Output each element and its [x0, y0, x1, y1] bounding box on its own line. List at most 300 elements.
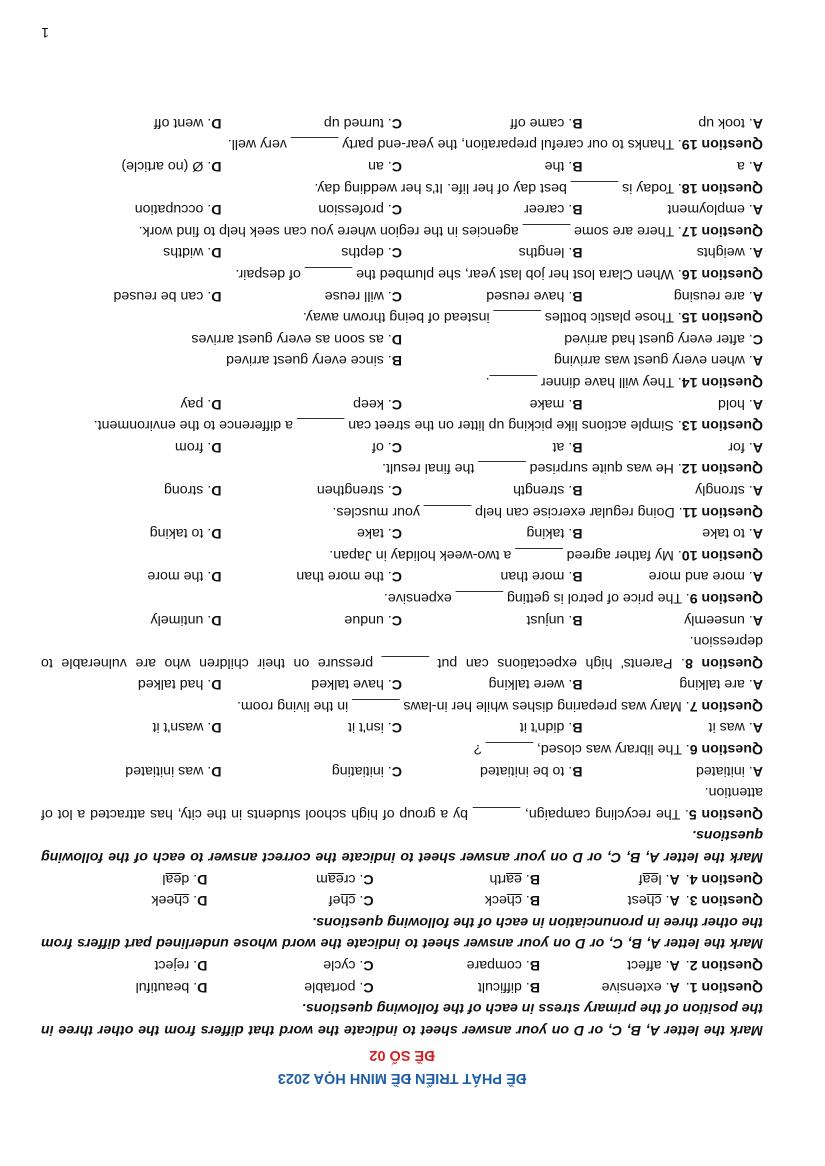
option-d: D. pay: [180, 395, 222, 412]
option-text: take: [357, 525, 384, 542]
option-text: difficult: [477, 978, 522, 995]
option-letter: C: [391, 525, 402, 542]
question-label: Question 14: [681, 374, 763, 390]
question-stem: [41, 586, 763, 608]
question-stem: [41, 306, 763, 328]
option-letter: A: [752, 481, 763, 498]
option-text: to take: [702, 525, 745, 542]
option-letter: A: [752, 158, 763, 175]
option-row: [41, 522, 763, 544]
option-letter: C: [391, 676, 402, 693]
option-c: C. take: [357, 525, 402, 542]
question-text: .: [685, 870, 690, 887]
option-a: A. to take: [702, 525, 763, 542]
option-text: didn't it: [519, 719, 565, 736]
option-b: B. came off: [510, 114, 583, 131]
option-d: D. wasn't it: [152, 719, 222, 736]
option-letter: C: [363, 957, 374, 974]
option-text: was initiated: [125, 762, 204, 779]
option-letter: B: [572, 611, 583, 628]
option-letter: C: [391, 244, 402, 261]
option-c: C. cream: [316, 870, 374, 887]
option-letter: A: [669, 978, 680, 995]
underlined-part: ch: [506, 892, 522, 909]
question-text: .: [685, 957, 690, 974]
option-row: [41, 759, 763, 781]
option-text: career: [524, 201, 565, 218]
option-text: have talked: [311, 676, 384, 693]
option-c: C. portable: [304, 978, 374, 995]
option-letter: D: [211, 158, 222, 175]
option-b: B. the: [544, 158, 583, 175]
option-c: C. strengthen: [316, 481, 402, 498]
option-letter: C: [363, 978, 374, 995]
option-b: B. difficult: [477, 978, 540, 995]
option-row: [41, 565, 763, 587]
option-letter: C: [391, 201, 402, 218]
option-letter: B: [572, 158, 583, 175]
option-text: have reused: [486, 287, 565, 304]
option-letter: D: [197, 978, 208, 995]
option-text: reject: [154, 957, 190, 974]
option-c: C. will reuse: [324, 287, 402, 304]
option-text: strength: [513, 481, 565, 498]
exam-subtitle: ĐỀ SỐ 02: [369, 1047, 435, 1064]
option-letter: A: [752, 568, 763, 585]
option-letter: B: [572, 287, 583, 304]
option-letter: A: [752, 676, 763, 693]
option-letter: D: [211, 676, 222, 693]
option-text: from: [174, 438, 204, 455]
option-c: C. initiating: [331, 762, 402, 779]
option-text: unseemly: [684, 611, 745, 628]
underlined-part: ch: [174, 892, 190, 909]
option-d: D. strong: [163, 481, 222, 498]
option-text: occupation: [134, 201, 204, 218]
option-text: profession: [318, 201, 384, 218]
question-label: Question 13: [681, 417, 763, 434]
option-letter: B: [572, 525, 583, 542]
option-a: A. took up: [698, 114, 763, 131]
option-row: [41, 327, 763, 370]
question-text: . Thanks to our careful preparation, the year-end party ______ very well.: [227, 136, 682, 153]
question-text: . The price of petrol is getting ______ expensive.: [383, 589, 690, 606]
option-text: employment: [667, 201, 745, 218]
option-letter: D: [197, 892, 208, 909]
question-stem: [41, 889, 763, 911]
option-text: to taking: [149, 525, 204, 542]
option-text: lengths: [518, 244, 565, 261]
question-text: . The recycling campaign, ______ by a group of high school students in the city, has attracted a lot of attention.: [41, 784, 763, 822]
page-number: 1: [41, 25, 49, 41]
question-text: . Those plastic bottles ______ instead of being thrown away.: [302, 309, 682, 326]
question-text: .: [685, 892, 690, 909]
option-row: [41, 435, 763, 457]
option-letter: B: [572, 114, 583, 131]
question-stem: [41, 262, 763, 284]
question-stem: [41, 543, 763, 565]
question-text: . There are some ______ agencies in the region where you can seek help to find work.: [138, 222, 682, 239]
question-label: Question 5: [688, 805, 763, 822]
question-stem: [41, 457, 763, 479]
option-text: was it: [708, 719, 745, 736]
option-b: B. didn't it: [519, 719, 583, 736]
option-text: weights: [696, 244, 745, 261]
option-text-part: rth: [489, 870, 507, 887]
option-letter: B: [572, 438, 583, 455]
option-d: D. cheek: [151, 892, 208, 909]
option-row: [41, 241, 763, 263]
option-d: D. had talked: [137, 676, 222, 693]
question-label: Question 15: [681, 309, 763, 326]
option-text: extensive: [601, 978, 662, 995]
option-text: more than: [500, 568, 565, 585]
option-c: C. keep: [353, 395, 402, 412]
question-label: Question 12: [681, 460, 763, 477]
option-b: B. were talking: [488, 676, 583, 693]
section-instruction: Mark the letter A, B, C, or D on your answer sheet to indicate the correct answer to each of the following questions.: [41, 827, 763, 866]
option-c: C. chef: [328, 892, 374, 909]
option-letter: B: [529, 957, 540, 974]
question-text: . My father agreed ______ a two-week holiday in Japan.: [329, 546, 682, 563]
option-text: strengthen: [316, 481, 384, 498]
option-text: to be initiated: [479, 762, 565, 779]
option-text: more and more: [648, 568, 745, 585]
option-letter: B: [529, 892, 540, 909]
option-a: A. hold: [718, 395, 763, 412]
question-label: Question 10: [681, 546, 763, 563]
question-stem: [41, 781, 763, 824]
option-text-part: l: [162, 870, 166, 887]
option-row: [41, 111, 763, 133]
option-text: depths: [341, 244, 384, 261]
option-a: A. strongly: [695, 481, 763, 498]
question-text: . When Clara lost her job last year, she plumbed the ______ of despair.: [235, 266, 682, 283]
option-text: when every guest was arriving: [554, 352, 745, 369]
option-row: [41, 154, 763, 176]
option-c: C. undue: [344, 611, 402, 628]
option-letter: D: [211, 525, 222, 542]
option-b: B. earth: [489, 870, 540, 887]
option-b: B. more than: [500, 568, 583, 585]
option-d: D. went off: [153, 114, 222, 131]
option-letter: A: [752, 114, 763, 131]
option-c: C. the more than: [296, 568, 402, 585]
option-text: were talking: [488, 676, 565, 693]
option-d: D. widths: [163, 244, 222, 261]
option-b: B. unjust: [526, 611, 583, 628]
option-letter: D: [211, 438, 222, 455]
option-text: the more: [147, 568, 204, 585]
option-letter: D: [211, 244, 222, 261]
option-a: A. chest: [627, 892, 680, 909]
option-text: cycle: [323, 957, 356, 974]
option-c: C. turned up: [323, 114, 402, 131]
option-b: B. check: [484, 892, 540, 909]
option-text: will reuse: [324, 287, 384, 304]
option-text: the more than: [296, 568, 384, 585]
option-text: hold: [718, 395, 745, 412]
option-letter: C: [391, 158, 402, 175]
option-letter: B: [572, 244, 583, 261]
question-label: Question 8: [685, 654, 763, 671]
option-text: undue: [344, 611, 384, 628]
option-b: B. at: [552, 438, 583, 455]
option-c: C. isn't it: [348, 719, 402, 736]
option-c: C. have talked: [311, 676, 402, 693]
option-letter: C: [391, 762, 402, 779]
question-stem: [41, 694, 763, 716]
question-text: . Mary was preparing dishes while her in-laws ______ in the living room.: [237, 697, 690, 714]
option-letter: A: [752, 395, 763, 412]
section-instruction: Mark the letter A, B, C, or D on your answer sheet to indicate the word whose underlined part differs from the other three in pronunciation in each of the following questions.: [41, 913, 763, 952]
option-b: B. since every guest arrived: [226, 352, 402, 369]
option-letter: C: [391, 287, 402, 304]
option-d: D. untimely: [150, 611, 222, 628]
question-text: . Today is ______ best day of her life. It's her wedding day.: [314, 179, 682, 196]
option-letter: A: [752, 525, 763, 542]
option-a: A. more and more: [648, 568, 763, 585]
question-label: Question 11: [682, 503, 763, 520]
option-text: turned up: [323, 114, 384, 131]
question-stem: [41, 630, 763, 673]
option-text-part: f: [638, 870, 643, 887]
option-letter: B: [572, 676, 583, 693]
option-text: untimely: [150, 611, 204, 628]
question-stem: [41, 953, 763, 975]
option-letter: B: [572, 719, 583, 736]
question-label: Question 18: [681, 179, 763, 196]
option-b: B. lengths: [518, 244, 583, 261]
question-text: . He was quite surprised ______ the final result.: [382, 460, 682, 477]
option-text: widths: [163, 244, 204, 261]
option-text: came off: [510, 114, 565, 131]
option-c: C. an: [368, 158, 402, 175]
option-text: had talked: [137, 676, 204, 693]
option-a: A. affect: [627, 957, 680, 974]
option-a: A. for: [728, 438, 763, 455]
option-d: D. was initiated: [125, 762, 222, 779]
option-a: A. was it: [708, 719, 763, 736]
option-letter: A: [752, 244, 763, 261]
option-c: C. of: [372, 438, 402, 455]
option-a: A. when every guest was arriving: [554, 352, 763, 369]
option-letter: C: [363, 870, 374, 887]
option-letter: D: [211, 762, 222, 779]
option-letter: A: [669, 870, 680, 887]
option-a: A. are reusing: [673, 287, 763, 304]
exam-content: [41, 111, 763, 1088]
option-b: B. have reused: [486, 287, 583, 304]
option-letter: A: [752, 762, 763, 779]
question-label: Question 16: [681, 266, 763, 283]
section-instruction: Mark the letter A, B, C, or D on your answer sheet to indicate the word that differs from the other three in the position of the primary stress in each of the following questions.: [41, 1000, 763, 1038]
option-d: D. reject: [154, 957, 208, 974]
option-letter: D: [211, 611, 222, 628]
option-text: initiated: [695, 762, 745, 779]
option-text: took up: [698, 114, 745, 131]
option-letter: A: [752, 438, 763, 455]
option-letter: D: [197, 870, 208, 887]
option-text: Ø (no article): [121, 158, 204, 175]
option-text: are talking: [679, 676, 745, 693]
option-d: D. Ø (no article): [121, 158, 222, 175]
option-letter: B: [391, 352, 402, 369]
option-text: affect: [627, 957, 662, 974]
option-c: C. profession: [318, 201, 402, 218]
option-c: C. cycle: [323, 957, 374, 974]
option-letter: A: [752, 719, 763, 736]
question-text: .: [685, 978, 690, 995]
question-label: Question 17: [681, 222, 763, 239]
option-text: the: [544, 158, 565, 175]
option-text-part: eek: [151, 892, 175, 909]
option-row: [41, 673, 763, 695]
question-stem: [41, 867, 763, 889]
option-letter: C: [752, 330, 763, 347]
option-d: D. as soon as every guest arrives: [191, 330, 402, 347]
option-letter: D: [211, 568, 222, 585]
option-a: A. are talking: [679, 676, 763, 693]
option-d: D. can be reused: [113, 287, 222, 304]
option-a: A. a: [736, 158, 763, 175]
option-letter: C: [391, 611, 402, 628]
option-letter: A: [752, 352, 763, 369]
option-d: D. beautiful: [135, 978, 208, 995]
option-b: B. make: [529, 395, 583, 412]
option-letter: A: [752, 201, 763, 218]
option-letter: C: [391, 719, 402, 736]
option-row: [41, 284, 763, 306]
option-text: pay: [180, 395, 204, 412]
option-letter: A: [752, 611, 763, 628]
option-letter: B: [529, 978, 540, 995]
option-letter: C: [363, 892, 374, 909]
option-d: D. to taking: [149, 525, 222, 542]
question-stem: [41, 176, 763, 198]
option-text-part: l: [658, 870, 662, 887]
question-label: Question 1: [689, 978, 763, 995]
option-letter: D: [391, 330, 402, 347]
question-label: Question 2: [689, 957, 763, 974]
option-text: initiating: [331, 762, 384, 779]
underlined-part: ch: [646, 892, 662, 909]
option-letter: D: [211, 287, 222, 304]
option-letter: D: [211, 719, 222, 736]
option-letter: C: [391, 438, 402, 455]
option-letter: C: [391, 114, 402, 131]
option-letter: A: [669, 957, 680, 974]
option-text: beautiful: [135, 978, 190, 995]
option-row: [41, 198, 763, 220]
underlined-part: ea: [506, 870, 522, 887]
option-b: B. career: [524, 201, 583, 218]
option-letter: B: [572, 568, 583, 585]
question-text: . Parents' high expectations can put ______ pressure on their children who are vulnerable to depression.: [41, 633, 763, 671]
option-letter: D: [211, 481, 222, 498]
question-label: Question 19: [681, 136, 763, 153]
option-letter: D: [197, 957, 208, 974]
option-text: an: [368, 158, 384, 175]
question-stem: [41, 414, 763, 436]
option-letter: B: [572, 395, 583, 412]
option-b: B. strength: [513, 481, 583, 498]
question-stem: [41, 370, 763, 392]
option-text: since every guest arrived: [226, 352, 384, 369]
option-c: C. depths: [341, 244, 402, 261]
option-a: A. weights: [696, 244, 763, 261]
option-text-part: cr: [343, 870, 356, 887]
option-a: A. initiated: [695, 762, 763, 779]
option-row: [41, 392, 763, 414]
option-text: strongly: [695, 481, 745, 498]
option-letter: D: [211, 201, 222, 218]
option-text-part: eck: [484, 892, 507, 909]
option-b: B. compare: [466, 957, 540, 974]
option-letter: C: [391, 481, 402, 498]
question-stem: [41, 500, 763, 522]
option-c: C. after every guest had arrived: [564, 330, 763, 347]
option-letter: D: [211, 114, 222, 131]
option-text-part: d: [181, 870, 190, 887]
option-text: a: [736, 158, 745, 175]
option-letter: C: [391, 395, 402, 412]
option-letter: B: [572, 762, 583, 779]
option-d: D. deal: [162, 870, 208, 887]
question-label: Question 7: [689, 697, 763, 714]
question-stem: [41, 738, 763, 760]
question-text: . Doing regular exercise can help ______ your muscles.: [332, 503, 683, 520]
option-row: [41, 716, 763, 738]
option-text-part: est: [627, 892, 647, 909]
option-letter: C: [391, 568, 402, 585]
question-label: Question 9: [689, 589, 763, 606]
underlined-part: ea: [642, 870, 659, 887]
option-letter: B: [529, 870, 540, 887]
option-text: strong: [163, 481, 204, 498]
option-letter: A: [669, 892, 680, 909]
option-text: make: [529, 395, 565, 412]
underlined-part: ea: [327, 870, 344, 887]
option-text: keep: [353, 395, 384, 412]
option-d: D. the more: [147, 568, 222, 585]
question-stem: [41, 133, 763, 155]
option-text-part: m: [316, 870, 328, 887]
option-letter: B: [572, 481, 583, 498]
option-text: after every guest had arrived: [564, 330, 745, 347]
underlined-part: ea: [165, 870, 182, 887]
option-letter: D: [211, 395, 222, 412]
option-a: A. leaf: [638, 870, 680, 887]
option-text: can be reused: [113, 287, 204, 304]
question-text: . They will have dinner ______.: [485, 374, 682, 390]
option-text: of: [372, 438, 384, 455]
option-text: wasn't it: [152, 719, 204, 736]
option-row: [41, 478, 763, 500]
question-list: [41, 111, 763, 1040]
question-label: Question 4: [689, 870, 763, 887]
underlined-part: ch: [340, 892, 356, 909]
option-text: taking: [526, 525, 565, 542]
option-text: as soon as every guest arrives: [191, 330, 384, 347]
option-text: compare: [466, 957, 522, 974]
option-b: B. taking: [526, 525, 583, 542]
question-label: Question 3: [689, 892, 763, 909]
option-row: [41, 608, 763, 630]
option-a: A. extensive: [601, 978, 680, 995]
option-a: A. employment: [667, 201, 763, 218]
option-text: went off: [153, 114, 204, 131]
